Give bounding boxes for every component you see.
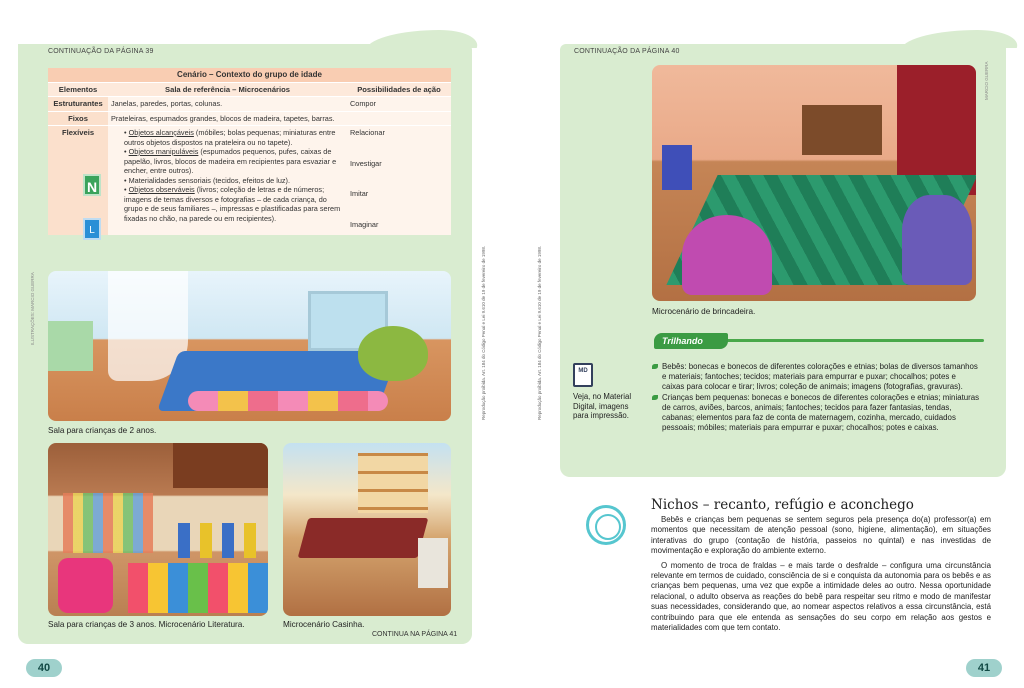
page-number-left: 40: [26, 659, 62, 677]
room-2-caption: Sala para crianças de 2 anos.: [48, 426, 157, 435]
right-continuation-label: CONTINUAÇÃO DA PÁGINA 40: [574, 48, 680, 55]
illustration-credit: MARCIO GUERRA: [984, 61, 989, 100]
list-item: • Materialidades sensoriais (tecidos, efeitos de luz).: [124, 175, 291, 185]
room-2-years-illustration: [48, 271, 451, 421]
flexible-actions: [347, 126, 451, 235]
toybox-shape: [802, 105, 882, 155]
action-item: Investigar: [350, 158, 382, 168]
legal-notice-right: Reprodução proibida. Art. 184 do Código Penal e Lei 9.610 de 19 de fevereiro de 1998.: [537, 245, 542, 420]
cushions-shape: [188, 391, 388, 411]
armchair-shape: [902, 195, 972, 285]
trilhando-list: [652, 362, 980, 435]
row-label: Flexíveis: [48, 126, 108, 235]
table-header-row: [48, 82, 451, 97]
spiral-icon: [586, 505, 626, 545]
left-continuation-label: CONTINUAÇÃO DA PÁGINA 39: [48, 48, 154, 55]
list-item: • Objetos alcançáveis (móbiles; bolas pequenas; miniaturas entre outros objetos dispostos na prateleira ou no tapete).: [124, 128, 336, 147]
illustration-credit: ILUSTRAÇÕES: MARCIO GUERRA: [30, 272, 35, 345]
armchair-shape: [58, 558, 113, 613]
right-brush-decoration: [902, 30, 1024, 48]
table-row-flexible: [48, 125, 451, 235]
playroom-illustration: [652, 65, 976, 301]
row-action: Compor: [350, 99, 376, 108]
continue-label: CONTINUA NA PÁGINA 41: [372, 631, 458, 638]
table-title: Cenário – Contexto do grupo de idade: [48, 68, 451, 82]
paragraph: O momento de troca de fraldas – e mais tarde o desfralde – configura uma circunstância relevante em termos de cuidado, consciência de si e conquista da autonomia para os bebês e as crianças bem pequenas, uma vez que expõe a intimidade deles ao outro. Nessa oportunidade relacional, o adulto observa as reações do bebê para respeitar seu ritmo e modo de manifestar suas necessidades, considerando que, ao nomear aspectos relativos a essa circunstância, está contribuindo para que ele entenda as sensações do seu corpo em relação aos gestos e materialidades com que tem contato.: [651, 560, 991, 633]
flexible-items: [108, 126, 347, 235]
chairs-shape: [178, 523, 258, 558]
shelf-shape: [48, 321, 93, 371]
material-digital-icon: MD: [573, 363, 593, 387]
shelf-shape: [358, 453, 428, 513]
scenario-table: [48, 68, 451, 235]
action-item: Imitar: [350, 189, 369, 198]
room-3-caption: Sala para crianças de 3 anos. Microcenário Literatura.: [48, 620, 245, 629]
material-digital-note: Veja, no Material Digital, imagens para impressão.: [573, 392, 632, 421]
table-header-elements: Elementos: [58, 84, 98, 94]
wall-bars-shape: [63, 493, 153, 553]
casinha-caption: Microcenário Casinha.: [283, 620, 365, 629]
action-item: Relacionar: [350, 128, 385, 137]
n-letter-icon: N: [83, 174, 101, 196]
l-letter-icon: L: [83, 218, 101, 240]
table-shape: [298, 518, 429, 558]
playroom-caption: Microcenário de brincadeira.: [652, 307, 756, 316]
table-header-actions: Possibilidades de ação: [357, 84, 441, 94]
list-item: • Objetos observáveis (livros; coleção de letras e de números; imagens de temas diversos e fotografias – de cada criança, do grupo e de seus familiares –, impressas e plastificadas para serem fixadas no chão, na parede ou em recipientes).: [124, 185, 341, 223]
section-title: Nichos – recanto, refúgio e aconchego: [651, 497, 914, 513]
stove-shape: [418, 538, 448, 588]
action-item: Imaginar: [350, 219, 379, 229]
list-item: Bebês: bonecas e bonecos de diferentes colorações e etnias; bolas de diversos tamanhos e materiais; fantoches; tecidos; materiais para empurrar e puxar; chocalhos; potes e caixas para colocar e tirar; livros; coleção de animais; imagens (fotografias, gravuras).: [652, 362, 980, 391]
table-row: [48, 96, 451, 111]
casinha-illustration: [283, 443, 451, 616]
trilhando-tag: Trilhando: [654, 333, 728, 349]
table-row: [48, 111, 451, 126]
row-content: Janelas, paredes, portas, colunas.: [111, 99, 223, 108]
legal-notice-left: Reprodução proibida. Art. 184 do Código Penal e Lei 9.610 de 19 de fevereiro de 1998.: [481, 245, 486, 420]
list-item: • Objetos manipuláveis (espumados pequenos, pufes, caixas de papelão, livros, blocos de madeira em recipientes para esvaziar e encher, entre outros).: [124, 147, 337, 175]
section-body: [651, 515, 991, 637]
row-content: Prateleiras, espumados grandes, blocos de madeira, tapetes, barras.: [111, 113, 335, 123]
room-3-years-illustration: [48, 443, 268, 616]
page-number-right: 41: [966, 659, 1002, 677]
foam-mat-shape: [128, 563, 268, 613]
chair-shape: [662, 145, 692, 190]
paragraph: Bebês e crianças bem pequenas se sentem seguros pela presença do(a) professor(a) em momentos que necessitam de atenção pessoal (sono, higiene, alimentação), em situações interativas do grupo (contação de história, passeios no quintal) e nas investidas de movimentação e exploração do ambiente externo.: [651, 515, 991, 556]
row-label: Estruturantes: [48, 97, 108, 111]
armchair-shape: [682, 215, 772, 295]
beanbag-shape: [358, 326, 428, 381]
list-item: Crianças bem pequenas: bonecas e bonecos de diferentes colorações e etnias; miniaturas de carros, aviões, barcos, animais; fantoches; tecidos para fazer fantasias, tendas, cabanas; elementos para faz de conta de maternagem, cozinha, mercado, cuidados pessoais; móbiles; materiais para empurrar e puxar; chocalhos; potes e caixas.: [652, 393, 980, 432]
row-action: [347, 112, 451, 126]
row-label: Fixos: [48, 112, 108, 126]
cabinet-shape: [173, 443, 268, 488]
table-header-room: Sala de referência – Microcenários: [165, 84, 290, 94]
